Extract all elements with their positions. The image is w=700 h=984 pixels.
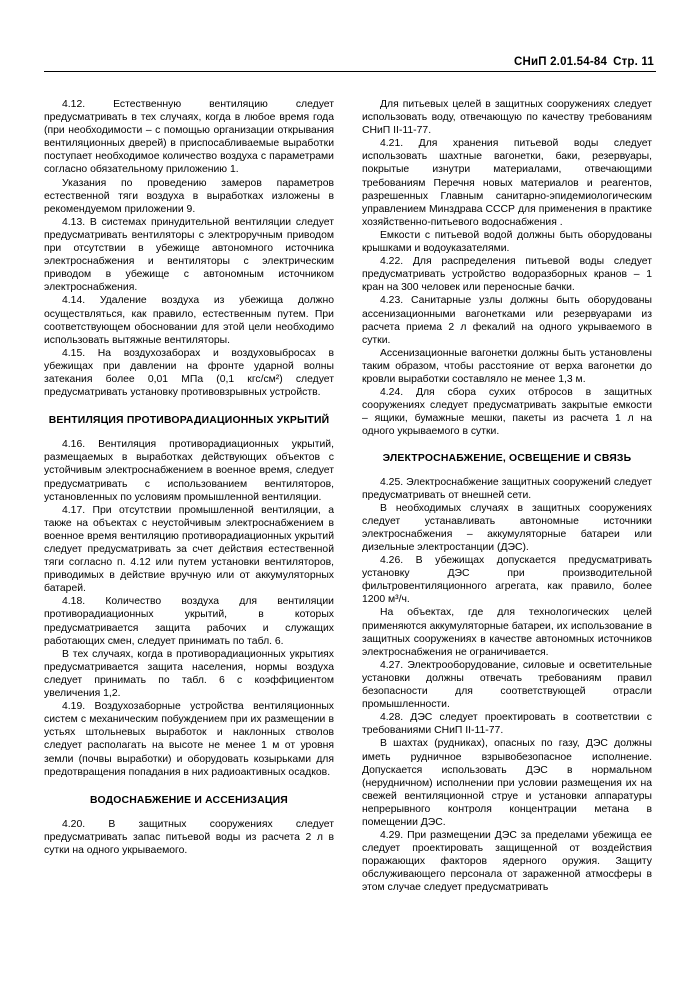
header-divider: [44, 71, 656, 72]
two-column-body: [44, 98, 656, 895]
section-heading: ВЕНТИЛЯЦИЯ ПРОТИВОРАДИАЦИОННЫХ УКРЫТИЙ: [48, 415, 330, 427]
paragraph: 4.27. Электрооборудование, силовые и осветительные установки должны отвечать требованиям правил безопасности для соответствующей отрасли промышленности.: [362, 659, 652, 711]
paragraph: 4.14. Удаление воздуха из убежища должно осуществляться, как правило, естественным путем. При соответствующем обосновании для этой цели необходимо использовать вытяжные вентиляторы.: [44, 295, 334, 346]
page-header: [44, 56, 656, 68]
right-column: [362, 98, 652, 895]
paragraph: 4.21. Для хранения питьевой воды следует использовать шахтные вагонетки, баки, резервуары, покрытые изнутри материалами, отвечающими требованиям Перечня новых материалов и реагентов, разрешенных Главным санитарно-эпидемиологическим управлением Минздрава СССР для применения в практике хозяйственно-питьевого водоснабжения .: [362, 138, 652, 228]
section-heading: ЭЛЕКТРОСНАБЖЕНИЕ, ОСВЕЩЕНИЕ И СВЯЗЬ: [382, 453, 632, 465]
left-column: [44, 98, 334, 857]
paragraph: 4.16. Вентиляция противорадиационных укрытий, размещаемых в выработках действующих объектов с устойчивым электроснабжением в военное время, следует предусматривать с использованием вентиляторов, установленных по условиям промышленной вентиляции.: [44, 439, 334, 503]
paragraph: 4.26. В убежищах допускается предусматривать установку ДЭС при производительной фильтровентиляционного агрегата, как правило, более 1200 м³/ч.: [362, 555, 652, 606]
paragraph: 4.22. Для распределения питьевой воды следует предусматривать устройство водоразборных кранов – 1 кран на 300 человек или переносные бачки.: [362, 256, 652, 294]
paragraph: В шахтах (рудниках), опасных по газу, ДЭС должны иметь рудничное взрывобезопасное исполнение. Допускается использовать ДЭС в нормальном (нерудничном) исполнении при условии размещения их на свежей вентиляционной струе и установки аппаратуры непрерывного контроля концентрации метана в помещении ДЭС.: [362, 738, 652, 828]
paragraph: 4.28. ДЭС следует проектировать в соответствии с требованиями СНиП II-11-77.: [362, 712, 652, 737]
paragraph: 4.23. Санитарные узлы должны быть оборудованы ассенизационными вагонетками или резервуарами из расчета приема 2 л фекалий на одного укрываемого в сутки.: [362, 295, 652, 346]
paragraph: Для питьевых целей в защитных сооружениях следует использовать воду, отвечающую по качеству требованиям СНиП II-11-77.: [362, 99, 652, 137]
paragraph: 4.17. При отсутствии промышленной вентиляции, а также на объектах с неустойчивым электроснабжением в военное время вентиляцию противорадиационных укрытий следует предусматривать за счет действия естественной тяги согласно п. 4.12 или путем установки вентиляторов, приводимых в действие вручную или от аккумуляторных батарей.: [44, 504, 334, 595]
paragraph: 4.25. Электроснабжение защитных сооружений следует предусматривать от внешней сети.: [362, 476, 652, 501]
paragraph: Емкости с питьевой водой должны быть оборудованы крышками и водоуказателями.: [362, 229, 652, 255]
page-number: Стр. 11: [613, 56, 654, 68]
paragraph: В необходимых случаях в защитных сооружениях следует устанавливать автономные источники электроснабжения – аккумуляторные батареи или дизельные электростанции (ДЭС).: [362, 502, 652, 553]
paragraph: В тех случаях, когда в противорадиационных укрытиях предусматривается защита населения, нормы воздуха следует принимать по табл. 6 с коэффициентом увеличения 1,2.: [44, 648, 334, 700]
section-heading: ВОДОСНАБЖЕНИЕ И АССЕНИЗАЦИЯ: [90, 794, 288, 806]
paragraph: 4.15. На воздухозаборах и воздуховыбросах в убежищах при давлении на фронте ударной волны затекания более 0,01 МПа (0,1 кгс/см²) следует предусматривать установку противовзрывных устройств.: [44, 347, 334, 399]
paragraph: На объектах, где для технологических целей применяются аккумуляторные батареи, их использование в защитных сооружениях в качестве автономных источников электроснабжения не ограничивается.: [362, 607, 652, 658]
paragraph: 4.20. В защитных сооружениях следует предусматривать запас питьевой воды из расчета 2 л в сутки на одного укрываемого.: [44, 818, 334, 856]
paragraph: 4.29. При размещении ДЭС за пределами убежища ее следует проектировать защищенной от воздействия поражающих факторов ядерного оружия. Защиту обслуживающего персонала от зараженной атмосферы в этом случае следует предусматривать: [362, 830, 652, 894]
paragraph: 4.12. Естественную вентиляцию следует предусматривать в тех случаях, когда в любое время года (при необходимости – с помощью организации открывания вентиляционных дверей) в приспосабливаемые выработки поступает необходимое количество воздуха с параметрами согласно обязательному приложению 1.: [44, 99, 334, 176]
paragraph: 4.18. Количество воздуха для вентиляции противорадиационных укрытий, в которых предусматривается защита рабочих и служащих работающих смен, следует принимать по табл. 6.: [44, 596, 334, 647]
paragraph: 4.13. В системах принудительной вентиляции следует предусматривать вентиляторы с электроручным приводом при отсутствии в убежище автономного источника электроснабжения и вентиляторы с электрическим приводом в убежище с автономным источником электроснабжения.: [44, 216, 334, 294]
paragraph: 4.24. Для сбора сухих отбросов в защитных сооружениях следует предусматривать закрытые емкости – ящики, бумажные мешки, пакеты из расчета 1 л на одного укрываемого в сутки.: [362, 387, 652, 438]
paragraph: 4.19. Воздухозаборные устройства вентиляционных систем с механическим побуждением при их размещении в устьях штольневых выработок и наклонных стволов следует располагать на высоте не менее 1 м от уровня земли (почвы выработки) и оборудовать козырьками для предотвращения попадания в них радиоактивных осадков.: [44, 701, 334, 778]
standard-code: СНиП 2.01.54-84: [513, 56, 608, 68]
paragraph: Указания по проведению замеров параметров естественной тяги воздуха в выработках изложены в рекомендуемом приложении 9.: [44, 177, 334, 215]
paragraph: Ассенизационные вагонетки должны быть установлены таким образом, чтобы расстояние от верха вагонетки до кровли выработки составляло не менее 1,3 м.: [362, 347, 652, 385]
